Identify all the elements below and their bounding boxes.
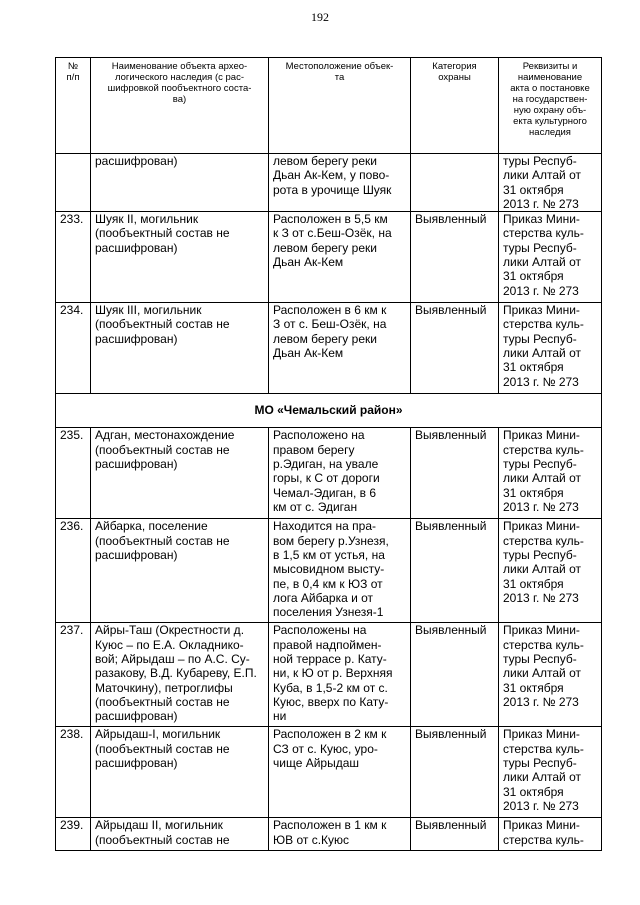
section-header-row xyxy=(56,394,602,428)
cell-number: 238. xyxy=(56,727,91,818)
page-number: 192 xyxy=(311,10,329,24)
header-object-name: Наименование объекта архео- логического наследия (с рас- шифровкой пообъектного соста- ва) xyxy=(91,58,269,154)
cell-number: 236. xyxy=(56,519,91,623)
cell-category: Выявленный xyxy=(411,727,499,818)
cell-location: Расположен в 1 км к ЮВ от с.Куюс xyxy=(269,818,411,851)
cell-object-name: Айбарка, поселение (пообъектный состав не расшифрован) xyxy=(91,519,269,623)
header-location: Местоположение объек- та xyxy=(269,58,411,154)
cell-number: 233. xyxy=(56,212,91,303)
cell-location: Расположен в 5,5 км к З от с.Беш-Озёк, на левом берегу реки Дьан Ак-Кем xyxy=(269,212,411,303)
table-row xyxy=(56,727,602,818)
cell-object-name: расшифрован) xyxy=(91,154,269,212)
cell-requisites: Приказ Мини- стерства куль- туры Респуб- лики Алтай от 31 октября 2013 г. № 273 xyxy=(499,428,602,519)
table-row xyxy=(56,818,602,851)
cell-object-name: Шуяк III, могильник (пообъектный состав не расшифрован) xyxy=(91,303,269,394)
cell-object-name: Айрыдаш II, могильник (пообъектный состав не xyxy=(91,818,269,851)
cell-requisites: Приказ Мини- стерства куль- туры Респуб- лики Алтай от 31 октября 2013 г. № 273 xyxy=(499,727,602,818)
table-row xyxy=(56,212,602,303)
cell-location: Расположен в 6 км к З от с. Беш-Озёк, на левом берегу реки Дьан Ак-Кем xyxy=(269,303,411,394)
heritage-registry-table xyxy=(55,57,602,851)
header-act-requisites: Реквизиты и наименование акта о постановке на государствен- ную охрану объ- екта культурного наследия xyxy=(499,58,602,154)
table-row-continuation xyxy=(56,154,602,212)
cell-number: 237. xyxy=(56,623,91,727)
cell-object-name: Шуяк II, могильник (пообъектный состав не расшифрован) xyxy=(91,212,269,303)
table-row xyxy=(56,519,602,623)
cell-category xyxy=(411,154,499,212)
cell-number xyxy=(56,154,91,212)
header-number: № п/п xyxy=(56,58,91,154)
header-protection-category: Категория охраны xyxy=(411,58,499,154)
table-row xyxy=(56,623,602,727)
cell-category: Выявленный xyxy=(411,623,499,727)
cell-category: Выявленный xyxy=(411,303,499,394)
cell-requisites: Приказ Мини- стерства куль- туры Респуб- лики Алтай от 31 октября 2013 г. № 273 xyxy=(499,212,602,303)
cell-number: 235. xyxy=(56,428,91,519)
cell-number: 239. xyxy=(56,818,91,851)
cell-object-name: Айры-Таш (Окрестности д. Куюс – по Е.А. Окладнико- вой; Айрыдаш – по А.С. Су- разакову, В.Д. Кубареву, Е.П. Маточкину), петроглифы (пообъектный состав не расшифрован) xyxy=(91,623,269,727)
cell-object-name: Адган, местонахождение (пообъектный состав не расшифрован) xyxy=(91,428,269,519)
table-header-row xyxy=(56,58,602,154)
cell-location: Расположено на правом берегу р.Эдиган, на увале горы, к С от дороги Чемал-Эдиган, в 6 км от с. Эдиган xyxy=(269,428,411,519)
cell-requisites: Приказ Мини- стерства куль- туры Респуб- лики Алтай от 31 октября 2013 г. № 273 xyxy=(499,303,602,394)
cell-location: Расположен в 2 км к СЗ от с. Куюс, уро- чище Айрыдаш xyxy=(269,727,411,818)
cell-category: Выявленный xyxy=(411,428,499,519)
cell-object-name: Айрыдаш-I, могильник (пообъектный состав не расшифрован) xyxy=(91,727,269,818)
cell-location: Находится на пра- вом берегу р.Узнезя, в 1,5 км от устья, на мысовидном высту- пе, в 0,4 км к ЮЗ от лога Айбарка и от поселения Узнезя-1 xyxy=(269,519,411,623)
table-row xyxy=(56,303,602,394)
cell-location: Расположены на правой надпоймен- ной террасе р. Кату- ни, к Ю от р. Верхняя Куба, в 1,5-2 км от с. Куюс, вверх по Кату- ни xyxy=(269,623,411,727)
cell-category: Выявленный xyxy=(411,818,499,851)
cell-requisites: Приказ Мини- стерства куль- xyxy=(499,818,602,851)
table-row xyxy=(56,428,602,519)
cell-location: левом берегу реки Дьан Ак-Кем, у пово- рота в урочище Шуяк xyxy=(269,154,411,212)
cell-requisites: Приказ Мини- стерства куль- туры Респуб- лики Алтай от 31 октября 2013 г. № 273 xyxy=(499,623,602,727)
section-title: МО «Чемальский район» xyxy=(56,394,602,428)
cell-requisites: туры Респуб- лики Алтай от 31 октября 2013 г. № 273 xyxy=(499,154,602,212)
cell-category: Выявленный xyxy=(411,212,499,303)
cell-number: 234. xyxy=(56,303,91,394)
cell-requisites: Приказ Мини- стерства куль- туры Респуб- лики Алтай от 31 октября 2013 г. № 273 xyxy=(499,519,602,623)
cell-category: Выявленный xyxy=(411,519,499,623)
